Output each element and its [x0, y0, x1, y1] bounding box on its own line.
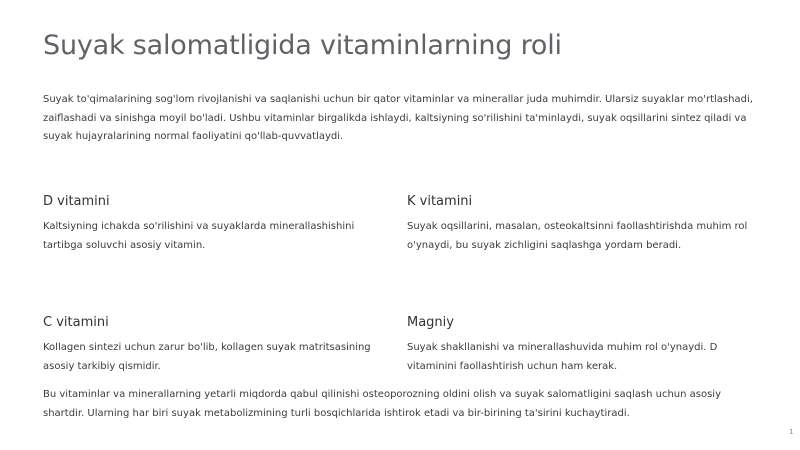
card-text-d-vitamin: Kaltsiyning ichakda so'rilishini va suyaklarda minerallashishini tartibga soluvchi asosiy vitamin.	[43, 221, 355, 251]
card-title-c-vitamin: C vitamini	[43, 315, 109, 330]
card-title-k-vitamin: K vitamini	[407, 194, 473, 209]
card-title-d-vitamin: D vitamini	[43, 194, 110, 209]
card-text-magnesium: Suyak shakllanishi va minerallashuvida muhim rol o'ynaydi. D vitaminini faollashtirish uchun ham kerak.	[407, 342, 718, 372]
slide-title: Suyak salomatligida vitaminlarning roli	[43, 30, 562, 61]
card-text-k-vitamin: Suyak oqsillarini, masalan, osteokaltsinni faollashtirishda muhim rol o'ynaydi, bu suyak zichligini saqlashga yordam beradi.	[407, 221, 748, 251]
card-title-magnesium: Magniy	[407, 315, 454, 330]
page-number: 1	[789, 428, 794, 436]
outro-paragraph: Bu vitaminlar va minerallarning yetarli miqdorda qabul qilinishi osteoporozning oldini olish va suyak salomatligini saqlash uchun asosiy shartdir. Ularning har biri suyak metabolizmining turli bosqichlarida ishtirok etadi va bir-birining ta'sirini kuchaytiradi.	[43, 389, 722, 419]
card-text-c-vitamin: Kollagen sintezi uchun zarur bo'lib, kollagen suyak matritsasining asosiy tarkibiy qismidir.	[43, 342, 371, 372]
intro-paragraph: Suyak to'qimalarining sog'lom rivojlanishi va saqlanishi uchun bir qator vitaminlar va minerallar juda muhimdir. Ularsiz suyaklar mo'rtlashadi, zaiflashadi va sinishga moyil bo'ladi. Ushbu vitaminlar birgalikda ishlaydi, kaltsiyning so'rilishini ta'minlaydi, suyak oqsillarini sintez qiladi va suyak hujayralarining normal faoliyatini qo'llab-quvvatlaydi.	[43, 94, 753, 142]
